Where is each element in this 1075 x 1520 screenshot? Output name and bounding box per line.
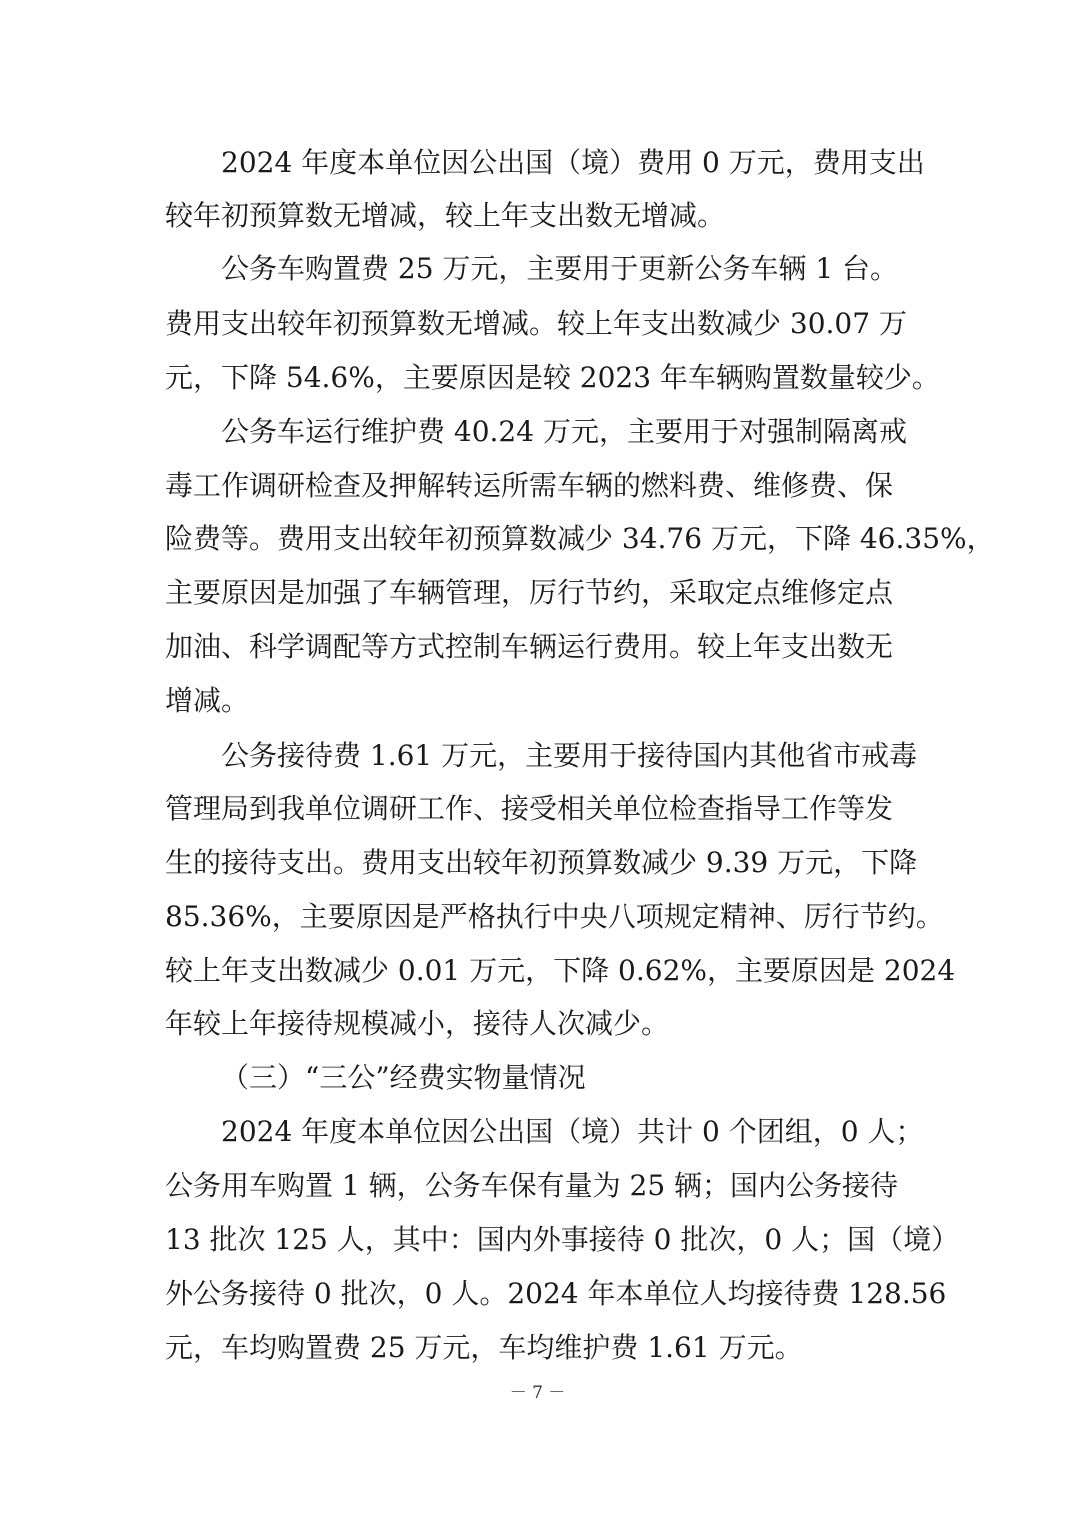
paragraph-line: 2024 年度本单位因公出国（境）共计 0 个团组，0 人； [221,1115,924,1148]
paragraph-line: 元，车均购置费 25 万元，车均维护费 1.61 万元。 [165,1331,803,1364]
paragraph-line: 公务车购置费 25 万元，主要用于更新公务车辆 1 台。 [221,252,899,285]
section-heading: （三）“三公”经费实物量情况 [221,1061,586,1094]
paragraph-line: 增减。 [165,684,250,717]
paragraph-line: 毒工作调研检查及押解转运所需车辆的燃料费、维修费、保 [165,469,894,502]
paragraph-line: 险费等。费用支出较年初预算数减少 34.76 万元，下降 46.35%， [165,522,995,555]
paragraph-line: 主要原因是加强了车辆管理，厉行节约，采取定点维修定点 [165,576,894,609]
paragraph-line: 85.36%，主要原因是严格执行中央八项规定精神、厉行节约。 [165,900,944,933]
paragraph-line: 公务用车购置 1 辆，公务车保有量为 25 辆；国内公务接待 [165,1169,899,1202]
paragraph-line: 13 批次 125 人，其中：国内外事接待 0 批次，0 人；国（境） [165,1223,960,1256]
paragraph-line: 年较上年接待规模减小，接待人次减少。 [165,1007,670,1040]
paragraph-line: 较上年支出数减少 0.01 万元，下降 0.62%，主要原因是 2024 [165,954,956,987]
paragraph-line: 管理局到我单位调研工作、接受相关单位检查指导工作等发 [165,792,894,825]
paragraph-line: 生的接待支出。费用支出较年初预算数减少 9.39 万元，下降 [165,846,918,879]
paragraph-line: 公务车运行维护费 40.24 万元，主要用于对强制隔离戒 [221,415,907,448]
paragraph-line: 较年初预算数无增减，较上年支出数无增减。 [165,199,726,232]
paragraph-line: 元，下降 54.6%，主要原因是较 2023 年车辆购置数量较少。 [165,361,940,394]
page-number: － 7 － [509,1383,566,1403]
paragraph-line: 费用支出较年初预算数无增减。较上年支出数减少 30.07 万 [165,307,907,340]
paragraph-line: 外公务接待 0 批次，0 人。2024 年本单位人均接待费 128.56 [165,1277,947,1310]
paragraph-line: 公务接待费 1.61 万元，主要用于接待国内其他省市戒毒 [221,739,918,772]
paragraph-line: 加油、科学调配等方式控制车辆运行费用。较上年支出数无 [165,630,894,663]
paragraph-line: 2024 年度本单位因公出国（境）费用 0 万元，费用支出 [221,146,925,179]
